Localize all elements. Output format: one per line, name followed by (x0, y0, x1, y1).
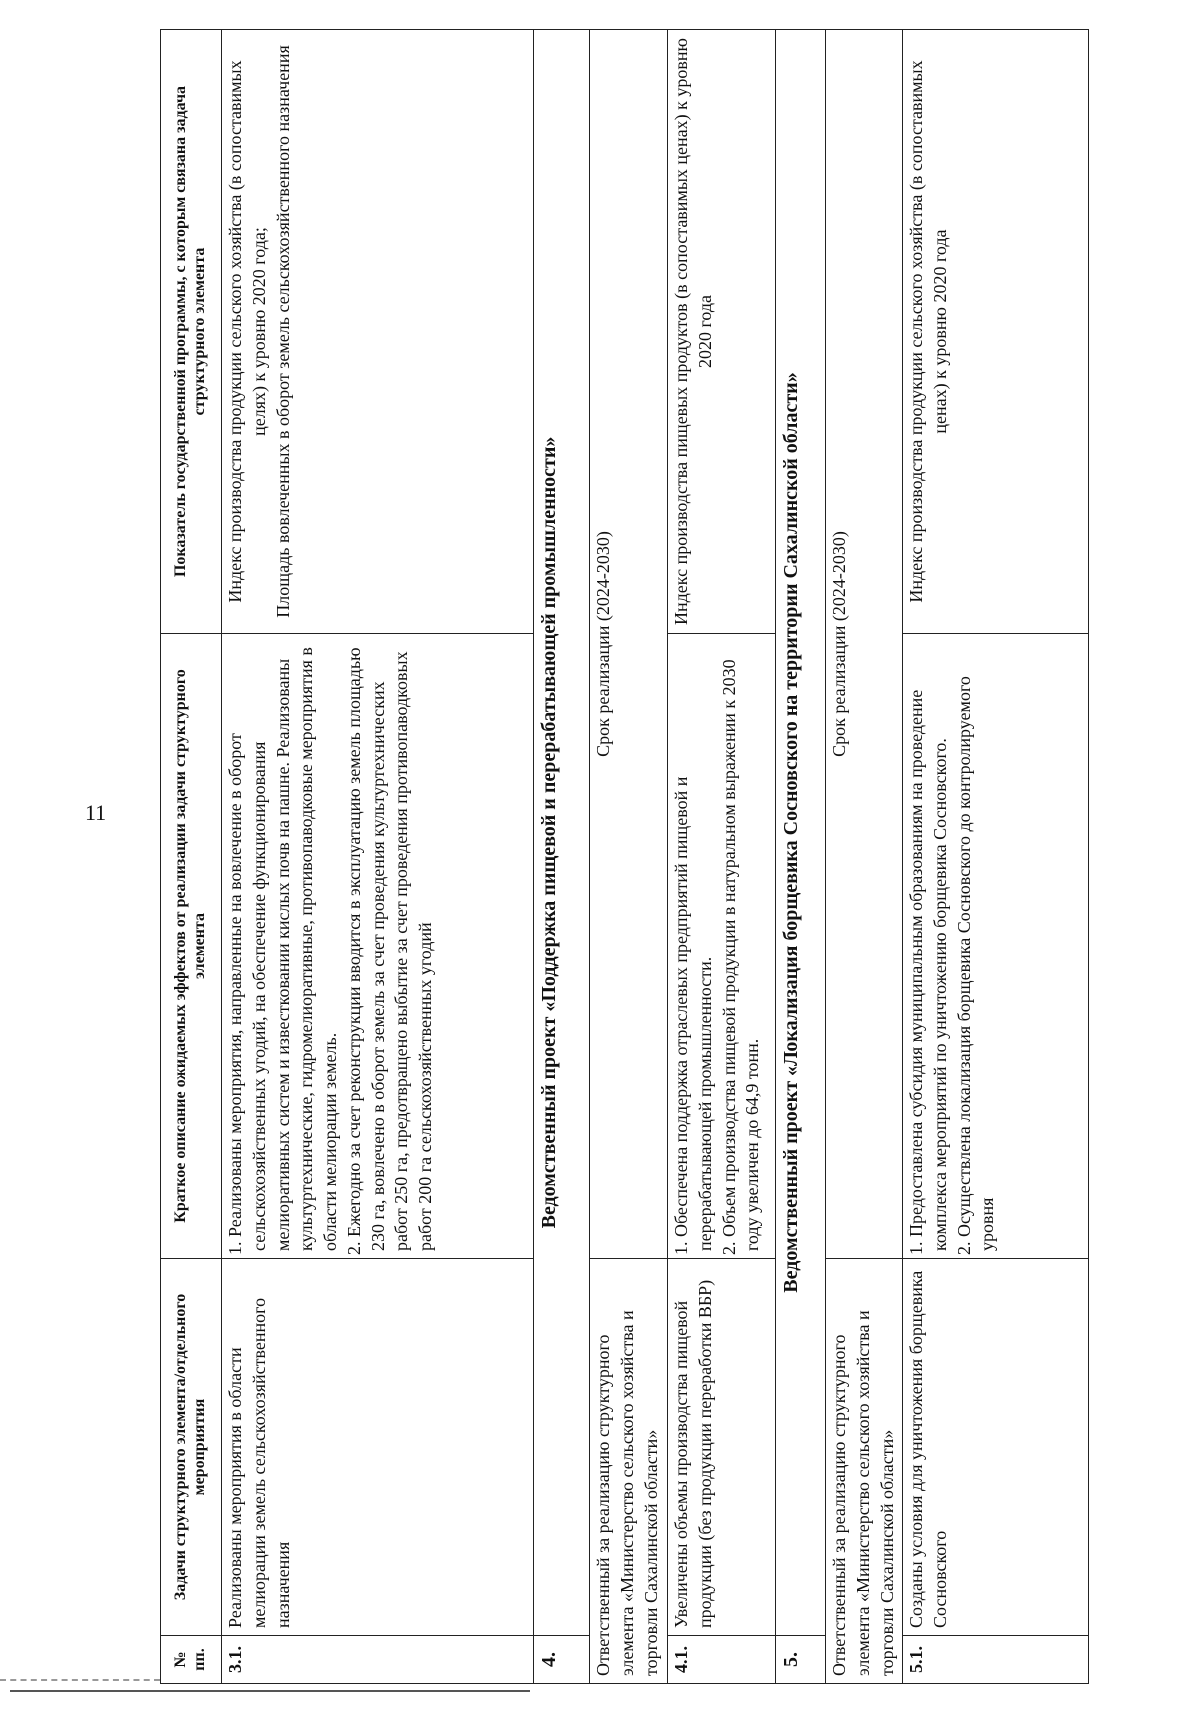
period-cell: Срок реализации (2024-2030) (590, 30, 668, 1259)
structural-elements-table (160, 29, 1089, 1684)
indicator-cell: Индекс производства продукции сельского хозяйства (в сопоставимых ценах) к уровню 2020 года (903, 30, 1089, 634)
scan-edge-mark (0, 1679, 160, 1681)
scan-edge-line (10, 1690, 530, 1692)
effects-cell (668, 634, 776, 1259)
header-effects: Краткое описание ожидаемых эффектов от реализации задачи структурного элемента (161, 634, 222, 1259)
header-num: № пп. (161, 1636, 222, 1684)
table-header-row (161, 30, 222, 1684)
effect-item: 2. Осуществлена локализация борщевика Сосновского до контролируемого уровня (953, 676, 998, 1255)
table-row-3-1 (222, 30, 534, 1684)
table-row-5-1 (903, 30, 1089, 1684)
effect-item: 2. Ежегодно за счет реконструкции вводится в эксплуатацию земель площадью 230 га, вовлечено в оборот земель за счет проведения культуртехнических работ 250 га, предотвращено выбытие за счет проведения противопаводковых работ 200 га сельскохозяйственных угодий (343, 647, 435, 1255)
section-number: 4. (534, 1636, 590, 1684)
indicator-item: Индекс производства продукции сельского хозяйства (в сопоставимых целях) к уровню 2020 года; (225, 60, 269, 603)
effects-cell (903, 634, 1089, 1259)
section-row-4 (534, 30, 590, 1684)
indicator-item: Площадь вовлеченных в оборот земель сельскохозяйственного назначения (272, 45, 293, 618)
effect-item: 1. Обеспечена поддержка отраслевых предприятий пищевой и перерабатывающей промышленности. (671, 776, 715, 1255)
rotated-content (160, 30, 1088, 1684)
rotated-page-area (160, 30, 1088, 1684)
period-cell: Срок реализации (2024-2030) (826, 30, 903, 1259)
row-number: 4.1. (668, 1636, 776, 1684)
page-number: 11 (85, 800, 107, 825)
responsible-cell: Ответственный за реализацию структурного элемента «Министерство сельского хозяйства и торговли Сахалинской области» (590, 1259, 668, 1684)
responsible-row-4 (590, 30, 668, 1684)
effects-cell (222, 634, 534, 1259)
effect-item: 2. Объем производства пищевой продукции в натуральном выражении к 2030 году увеличен до 64,9 тонн. (718, 659, 763, 1255)
effect-item: 1. Предоставлена субсидия муниципальным образованиям на проведение комплекса мероприятий по уничтожению борщевика Сосновского. (906, 689, 950, 1255)
row-number: 5.1. (903, 1636, 1089, 1684)
header-indicator: Показатель государственной программы, с которым связана задача структурного элемента (161, 30, 222, 634)
task-cell: Увеличены объемы производства пищевой продукции (без продукции переработки ВБР) (668, 1259, 776, 1636)
section-title: Ведомственный проект «Поддержка пищевой и перерабатывающей промышленности» (534, 30, 590, 1636)
task-cell: Реализованы мероприятия в области мелиорации земель сельскохозяйственного назначения (222, 1259, 534, 1636)
indicator-cell: Индекс производства пищевых продуктов (в сопоставимых ценах) к уровню 2020 года (668, 30, 776, 634)
row-number: 3.1. (222, 1636, 534, 1684)
section-number: 5. (776, 1636, 826, 1684)
indicator-cell (222, 30, 534, 634)
header-task: Задачи структурного элемента/отдельного мероприятия (161, 1259, 222, 1636)
table-row-4-1 (668, 30, 776, 1684)
section-row-5 (776, 30, 826, 1684)
section-title: Ведомственный проект «Локализация борщевика Сосновского на территории Сахалинской области» (776, 30, 826, 1636)
responsible-row-5 (826, 30, 903, 1684)
effect-item: 1. Реализованы мероприятия, направленные на вовлечение в оборот сельскохозяйственных угодий, на обеспечение функционирования мелиоративных систем и известковании кислых почв на пашне. Реализованы культуртехнические, гидромелиоративные, противопаводковые мероприятия в области мелиорации земель. (225, 647, 340, 1255)
task-cell: Созданы условия для уничтожения борщевика Сосновского (903, 1259, 1089, 1636)
responsible-cell: Ответственный за реализацию структурного элемента «Министерство сельского хозяйства и торговли Сахалинской области» (826, 1259, 903, 1684)
